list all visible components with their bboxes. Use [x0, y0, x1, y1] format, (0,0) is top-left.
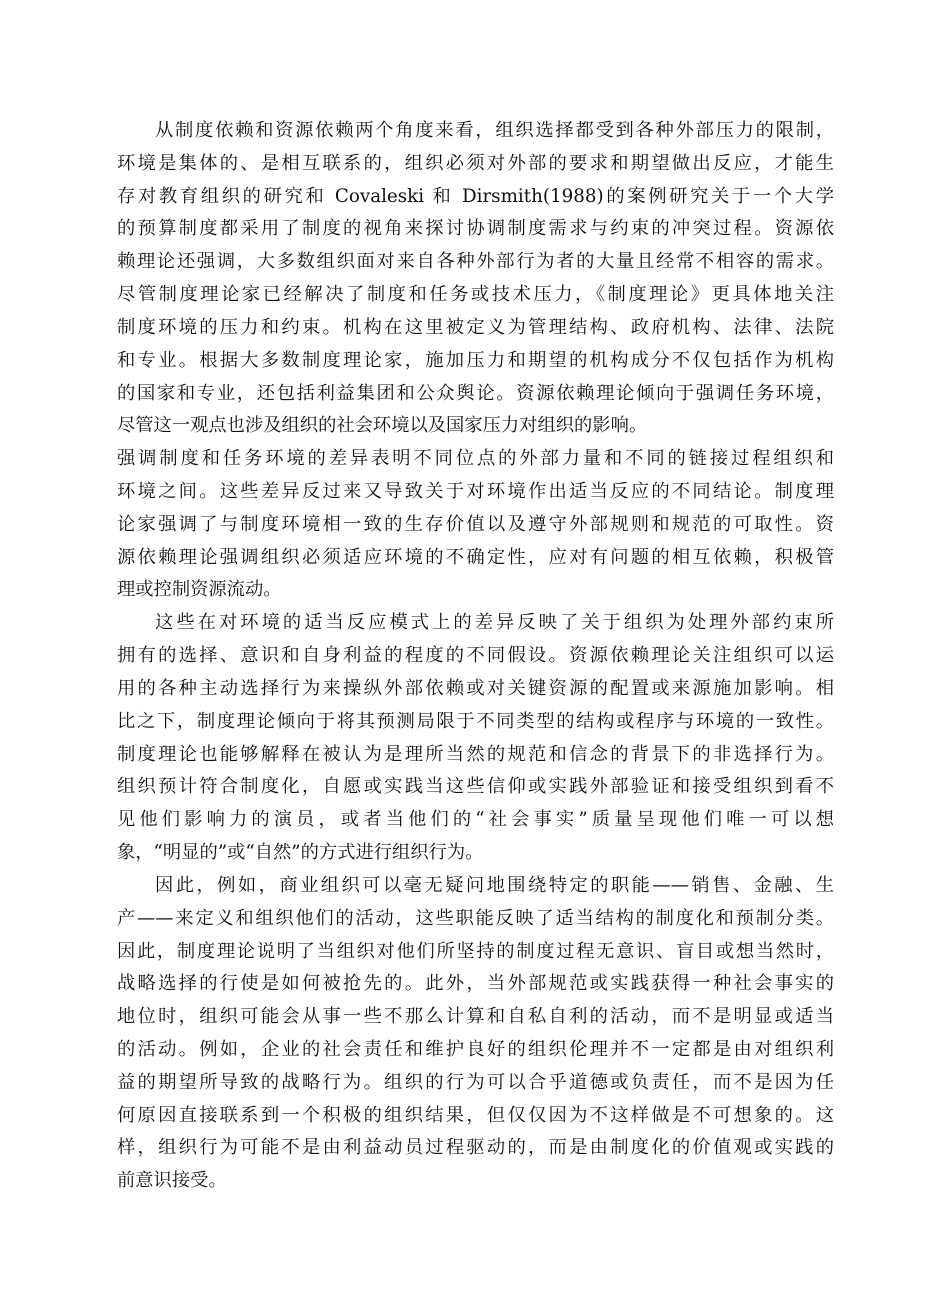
text-line: 象，“明显的”或“自然”的方式进行组织行为。 [117, 842, 484, 863]
text-line: 的预算制度都采用了制度的视角来探讨协调制度需求与约束的冲突过程。资源依 [117, 218, 834, 239]
text-line: 组织预计符合制度化，自愿或实践当这些信仰或实践外部验证和接受组织到看不 [117, 776, 834, 797]
text-line: 制度环境的压力和约束。机构在这里被定义为管理结构、政府机构、法律、法院 [117, 317, 834, 338]
text-line: 的活动。例如，企业的社会责任和维护良好的组织伦理并不一定都是由对组织利 [117, 1039, 834, 1060]
text-line: 理或控制资源流动。 [117, 579, 282, 600]
text-line: 环境之间。这些差异反过来又导致关于对环境作出适当反应的不同结论。制度理 [117, 481, 834, 502]
text-line: 制度理论也能够解释在被认为是理所当然的规范和信念的背景下的非选择行为。 [117, 744, 834, 765]
text-line: 存对教育组织的研究和 Covaleski 和 Dirsmith(1988)的案例研究关于一个大学 [117, 186, 834, 207]
text-line: 产——来定义和组织他们的活动，这些职能反映了适当结构的制度化和预制分类。 [117, 908, 834, 929]
text-line: 何原因直接联系到一个积极的组织结果，但仅仅因为不这样做是不可想象的。这 [117, 1105, 834, 1126]
text-line: 比之下，制度理论倾向于将其预测局限于不同类型的结构或程序与环境的一致性。 [117, 711, 834, 732]
text-line: 地位时，组织可能会从事一些不那么计算和自私自利的活动，而不是明显或适当 [117, 1006, 834, 1027]
text-line: 样，组织行为可能不是由利益动员过程驱动的，而是由制度化的价值观或实践的 [117, 1137, 834, 1158]
text-line: 这些在对环境的适当反应模式上的差异反映了关于组织为处理外部约束所 [155, 612, 834, 633]
text-line: 尽管这一观点也涉及组织的社会环境以及国家压力对组织的影响。 [117, 415, 648, 436]
text-line: 论家强调了与制度环境相一致的生存价值以及遵守外部规则和规范的可取性。资 [117, 514, 834, 535]
text-line: 用的各种主动选择行为来操纵外部依赖或对关键资源的配置或来源施加影响。相 [117, 678, 834, 699]
text-line: 拥有的选择、意识和自身利益的程度的不同假设。资源依赖理论关注组织可以运 [117, 645, 834, 666]
text-line: 因此，例如，商业组织可以毫无疑问地围绕特定的职能——销售、金融、生 [155, 875, 834, 896]
text-line: 从制度依赖和资源依赖两个角度来看，组织选择都受到各种外部压力的限制， [155, 120, 834, 141]
text-line: 见他们影响力的演员，或者当他们的“社会事实”质量呈现他们唯一可以想 [117, 809, 834, 830]
text-line: 环境是集体的、是相互联系的，组织必须对外部的要求和期望做出反应，才能生 [117, 153, 834, 174]
text-line: 尽管制度理论家已经解决了制度和任务或技术压力，《制度理论》更具体地关注 [117, 284, 834, 305]
text-line: 和专业。根据大多数制度理论家，施加压力和期望的机构成分不仅包括作为机构 [117, 350, 834, 371]
text-line: 的国家和专业，还包括利益集团和公众舆论。资源依赖理论倾向于强调任务环境， [117, 383, 834, 404]
text-line: 强调制度和任务环境的差异表明不同位点的外部力量和不同的链接过程组织和 [117, 448, 834, 469]
text-line: 源依赖理论强调组织必须适应环境的不确定性，应对有问题的相互依赖，积极管 [117, 547, 834, 568]
text-line: 益的期望所导致的战略行为。组织的行为可以合乎道德或负责任，而不是因为任 [117, 1072, 834, 1093]
text-line: 战略选择的行使是如何被抢先的。此外，当外部规范或实践获得一种社会事实的 [117, 973, 834, 994]
text-line: 赖理论还强调，大多数组织面对来自各种外部行为者的大量且经常不相容的需求。 [117, 251, 834, 272]
text-line: 因此，制度理论说明了当组织对他们所坚持的制度过程无意识、盲目或想当然时， [117, 941, 834, 962]
text-line: 前意识接受。 [117, 1170, 227, 1191]
